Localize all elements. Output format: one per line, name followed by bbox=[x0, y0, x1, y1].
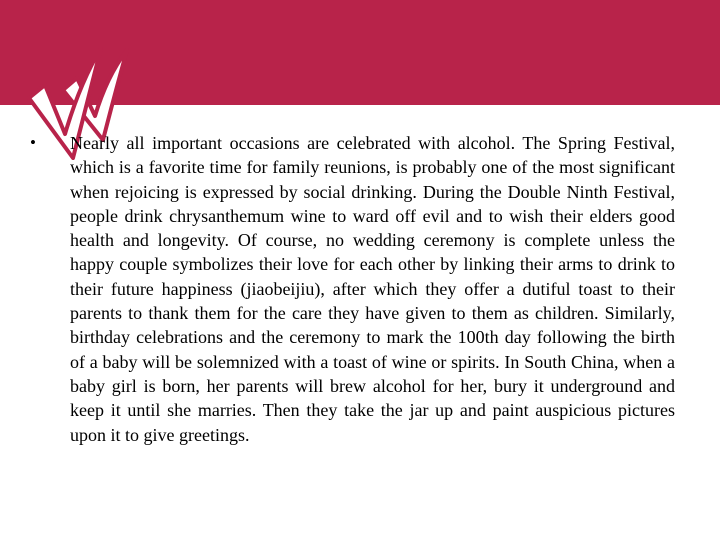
bullet-item bbox=[30, 131, 675, 447]
bullet-glyph: • bbox=[30, 133, 36, 152]
slide-content bbox=[30, 131, 675, 447]
bullet-paragraph: Nearly all important occasions are celebrated with alcohol. The Spring Festival, which is a favorite time for family reunions, is probably one of the most significant when rejoicing is expressed by social drinking. During the Double Ninth Festival, people drink chrysanthemum wine to ward off evil and to wish their elders good health and longevity. Of course, no wedding ceremony is complete unless the happy couple symbolizes their love for each other by linking their arms to drink to their future happiness (jiaobeijiu), after which they offer a dutiful toast to their parents to thank them for the care they have given to them as children. Similarly, birthday celebrations and the ceremony to mark the 100th day following the birth of a baby will be solemnized with a toast of wine or spirits. In South China, when a baby girl is born, her parents will brew alcohol for her, bury it underground and keep it until she marries. Then they take the jar up and paint auspicious pictures upon it to give greetings. bbox=[70, 133, 675, 445]
